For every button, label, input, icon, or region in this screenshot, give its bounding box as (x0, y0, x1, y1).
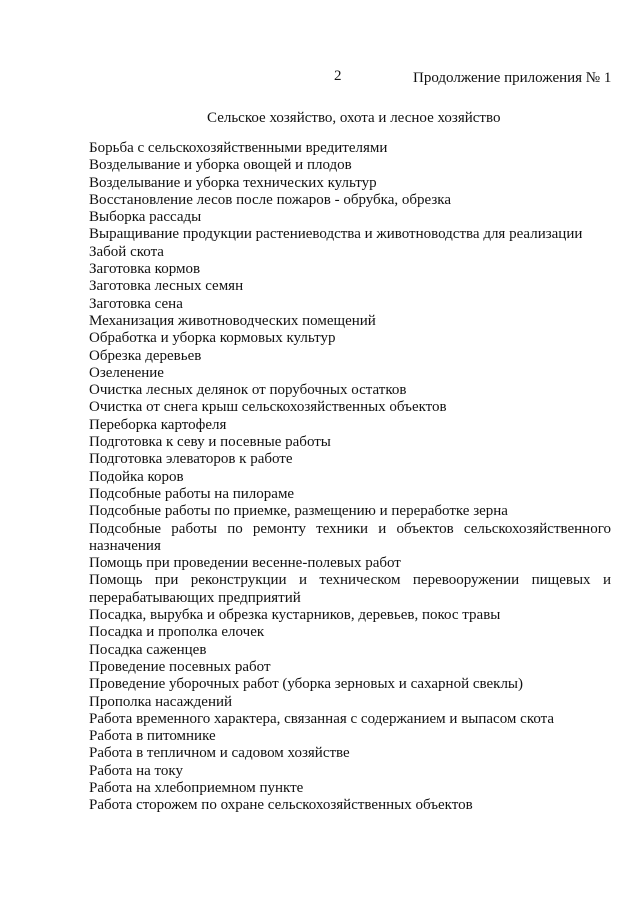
list-item-text: Озеленение (89, 364, 164, 381)
list-item (89, 451, 611, 468)
list-item-text: Подсобные работы на пилораме (89, 485, 295, 502)
appendix-continuation-label: Продолжение приложения № 1 (413, 70, 612, 86)
list-item (89, 780, 611, 797)
list-item (89, 330, 611, 347)
list-item-text: Подойка коров (89, 468, 184, 485)
list-item-text: Очистка лесных делянок от порубочных остатков (89, 382, 407, 399)
list-item (89, 313, 611, 330)
list-item (89, 192, 611, 209)
list-item-text: Помощь при проведении весенне-полевых работ (89, 555, 401, 572)
list-item-text: Прополка насаждений (89, 693, 233, 710)
list-item (89, 157, 611, 174)
list-item-text: Выращивание продукции растениеводства и животноводства для реализации (89, 226, 583, 243)
list-item-text: Посадка и прополка елочек (89, 624, 265, 641)
list-item (89, 676, 611, 693)
list-item (89, 140, 611, 157)
list-item (89, 642, 611, 659)
list-item (89, 624, 611, 641)
list-item (89, 365, 611, 382)
list-item-text: Очистка от снега крыш сельскохозяйственных объектов (89, 399, 447, 416)
page-number: 2 (334, 68, 342, 84)
list-item (89, 694, 611, 711)
list-item (89, 659, 611, 676)
list-item (89, 399, 611, 416)
activity-list (89, 140, 611, 815)
list-item (89, 278, 611, 295)
list-item-text: Механизация животноводческих помещений (89, 312, 376, 329)
list-item-text: Работа на току (89, 762, 183, 779)
list-item-text: Подготовка к севу и посевные работы (89, 434, 331, 451)
list-item (89, 486, 611, 503)
list-item-text: Работа в тепличном и садовом хозяйстве (89, 745, 350, 762)
list-item-text: Заготовка сена (89, 295, 183, 312)
list-item (89, 175, 611, 192)
section-title: Сельское хозяйство, охота и лесное хозяйство (207, 110, 501, 126)
list-item (89, 711, 611, 728)
list-item-text: Переборка картофеля (89, 416, 227, 433)
list-item (89, 261, 611, 278)
list-item (89, 382, 611, 399)
list-item (89, 226, 611, 243)
list-item (89, 503, 611, 520)
list-item (89, 296, 611, 313)
list-item (89, 607, 611, 624)
list-item-text: Посадка, вырубка и обрезка кустарников, деревьев, покос травы (89, 607, 501, 624)
list-item-text: Работа сторожем по охране сельскохозяйственных объектов (89, 797, 473, 814)
list-item-continuation: перерабатывающих предприятий (89, 589, 301, 606)
list-item-text: Помощь при реконструкции и техническом перевооружении пищевых и (89, 572, 611, 589)
list-item (89, 434, 611, 451)
list-item (89, 745, 611, 762)
list-item-text: Возделывание и уборка овощей и плодов (89, 157, 352, 174)
list-item (89, 797, 611, 814)
list-item (89, 469, 611, 486)
list-item-text: Восстановление лесов после пожаров - обрубка, обрезка (89, 191, 452, 208)
list-item (89, 763, 611, 780)
list-item (89, 244, 611, 261)
list-item (89, 348, 611, 365)
list-item-text: Обработка и уборка кормовых культур (89, 330, 336, 347)
list-item-continuation: назначения (89, 537, 161, 554)
list-item-text: Проведение посевных работ (89, 658, 271, 675)
list-item-text: Работа временного характера, связанная с содержанием и выпасом скота (89, 710, 555, 727)
list-item-text: Выборка рассады (89, 209, 202, 226)
list-item (89, 572, 611, 607)
list-item-text: Подсобные работы по приемке, размещению и переработке зерна (89, 503, 508, 520)
list-item (89, 417, 611, 434)
list-item-text: Возделывание и уборка технических культур (89, 174, 377, 191)
list-item-text: Подсобные работы по ремонту техники и объектов сельскохозяйственного (89, 520, 611, 537)
list-item-text: Посадка саженцев (89, 641, 207, 658)
list-item (89, 521, 611, 556)
list-item-text: Обрезка деревьев (89, 347, 202, 364)
list-item (89, 728, 611, 745)
list-item-text: Забой скота (89, 243, 164, 260)
list-item-text: Работа в питомнике (89, 728, 216, 745)
list-item-text: Проведение уборочных работ (уборка зерновых и сахарной свеклы) (89, 676, 523, 693)
list-item-text: Заготовка кормов (89, 261, 201, 278)
list-item-text: Подготовка элеваторов к работе (89, 451, 293, 468)
list-item (89, 209, 611, 226)
list-item (89, 555, 611, 572)
list-item-text: Заготовка лесных семян (89, 278, 244, 295)
list-item-text: Борьба с сельскохозяйственными вредителями (89, 140, 388, 156)
list-item-text: Работа на хлебоприемном пункте (89, 779, 304, 796)
